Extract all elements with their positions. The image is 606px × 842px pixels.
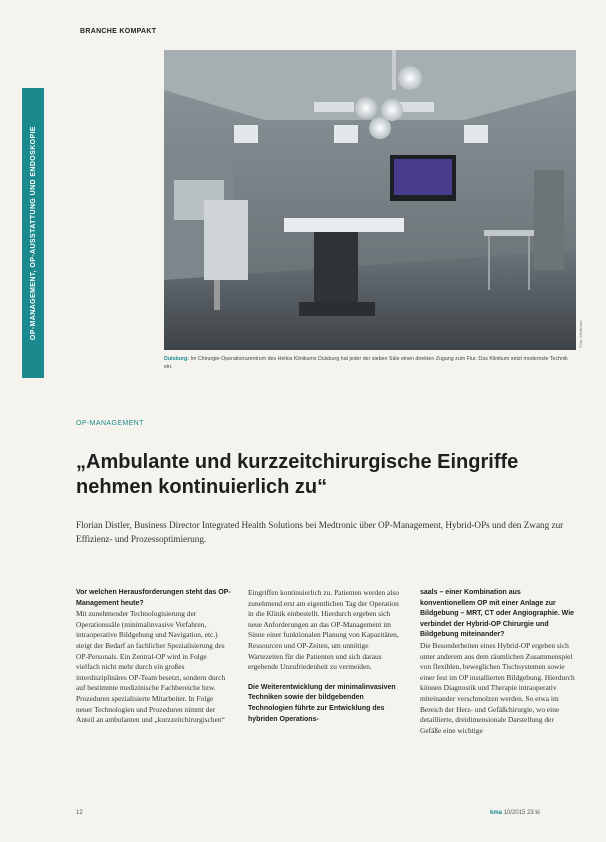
question: saals – einer Kombination aus konventionellem OP mit einer Anlage zur Bildgebung – MRT, CT oder Angiographie. Wie verbindet der Hybrid-OP Chirurgie und Bildgebung miteinander? bbox=[420, 589, 575, 639]
photo-credit: Foto: Medtronic bbox=[578, 320, 583, 348]
article-headline: „Ambulante und kurzzeitchirurgische Eingriffe nehmen kontinuierlich zu“ bbox=[76, 451, 519, 498]
photo-caption bbox=[164, 355, 574, 371]
caption-text: Im Chirurgie-Operationszentrum des Helios Klinikums Duisburg hat jeder der sieben Säle einen direkten Zugang zum Flur. Das Klinikum setzt modernste Technik ein. bbox=[164, 356, 568, 370]
answer: Die Besonderheiten eines Hybrid-OP ergeben sich unter anderem aus dem räumlichen Zusammenspiel von flexiblen, beweglichen Tischsystemen sowie einer fest im OP installierten Bildgebung. Hierdurch können Diagnostik und Therapie intraoperativ miteinander verschmolzen werden. So etwa im Bereich der Herz- und Gefäßchirurgie, wo eine detaillierte, dreidimensionale Darstellung der Gefäße eine wichtige bbox=[420, 640, 575, 735]
article-lead: Florian Distler, Business Director Integrated Health Solutions bei Medtronic über OP-Management, Hybrid-OPs und den Zwang zur Effizienz- und Prozessoptimierung. bbox=[76, 520, 564, 544]
text-column-1 bbox=[76, 588, 231, 726]
operating-room-photo bbox=[164, 50, 576, 350]
issue: 10/2015 bbox=[503, 810, 526, 816]
side-tab-label: OP-MANAGEMENT, OP-AUSSTATTUNG UND ENDOSKOPIE bbox=[29, 125, 37, 341]
section-header: BRANCHE KOMPAKT bbox=[80, 28, 157, 35]
caption-lead: Duisburg: bbox=[164, 356, 190, 362]
answer: Eingriffen kontinuierlich zu. Patienten werden also zunehmend erst am eigentlichen Tag der Operation in die Klinik einbestellt. Hierdurch ergeben sich neue Anforderungen an das OP-Management im Sinne einer funktionalen Planung von Kapazitäten, Ressourcen und OP-Zeiten, um unnötige Wartezeiten für die Patienten und sich daraus ergebende Unzufriedenheit zu vermeiden. bbox=[248, 588, 399, 672]
side-tab-label-wrap bbox=[22, 88, 44, 378]
question: Die Weiterentwicklung der minimalinvasiven Techniken sowie der bildgebenden Technologien führte zur Entwicklung des hybriden Operations- bbox=[248, 683, 396, 723]
page-number-left: 12 bbox=[76, 810, 83, 816]
article-kicker: OP-MANAGEMENT bbox=[76, 420, 144, 427]
page-number-right: 23 kl bbox=[527, 810, 540, 816]
answer: Mit zunehmender Technologisierung der Operationssäle (minimalinvasive Verfahren, intraoperative Bildgebung und Navigation, etc.) steigt der Bedarf an fachlicher Spezialisierung des OP-Personals. Ein Zentral-OP wird in Folge vielfach nicht mehr durch ein großes interdisziplinäres OP-Team besetzt, sondern durch auf bestimmte medizinische Fachbereiche bzw. Prozeduren spezialisierte Mitarbeiter. In Folge neuer Technologien und Prozeduren nimmt der Anteil an ambulanten und „kurzzeitchirurgischen“ bbox=[76, 609, 226, 725]
footer-right bbox=[490, 810, 540, 816]
text-column-3 bbox=[420, 588, 575, 736]
text-column-2 bbox=[248, 588, 403, 725]
operating-room-illustration bbox=[164, 50, 576, 350]
magazine-name: kma bbox=[490, 810, 503, 816]
question: Vor welchen Herausforderungen steht das OP-Management heute? bbox=[76, 589, 231, 607]
